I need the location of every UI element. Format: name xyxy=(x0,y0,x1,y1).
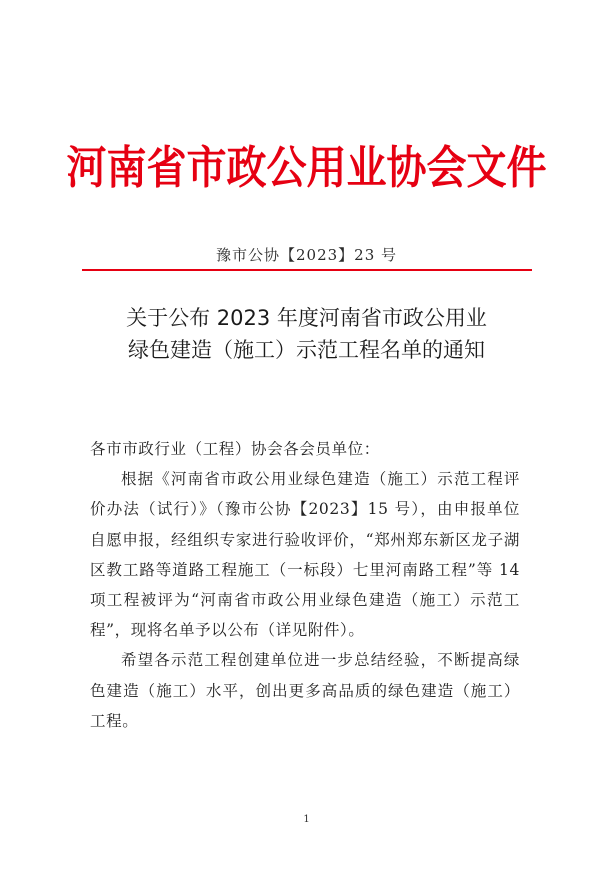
notice-body xyxy=(90,434,520,736)
notice-title-line-1: 关于公布 2023 年度河南省市政公用业 xyxy=(126,306,487,330)
body-paragraph-2: 希望各示范工程创建单位进一步总结经验，不断提高绿色建造（施工）水平，创出更多高品质的绿色建造（施工）工程。 xyxy=(90,651,520,730)
notice-title xyxy=(0,302,613,366)
document-number: 豫市公协【2023】23 号 xyxy=(215,246,398,264)
document-header-title: 河南省市政公用业协会文件 xyxy=(66,141,547,195)
page-number: 1 xyxy=(303,814,310,825)
notice-title-line-2: 绿色建造（施工）示范工程名单的通知 xyxy=(128,338,485,362)
body-paragraph-1: 根据《河南省市政公用业绿色建造（施工）示范工程评价办法（试行）》（豫市公协【2023】15 号），由申报单位自愿申报，经组织专家进行验收评价，“郑州郑东新区龙子湖区教工路等道路工程施工（一标段）七里河南路工程”等 14 项工程被评为“河南省市政公用业绿色建造（施工）示范工程”，现将名单予以公布（详见附件）。 xyxy=(90,470,520,640)
salutation: 各市市政行业（工程）协会各会员单位： xyxy=(90,440,380,458)
red-divider-line xyxy=(82,269,532,271)
